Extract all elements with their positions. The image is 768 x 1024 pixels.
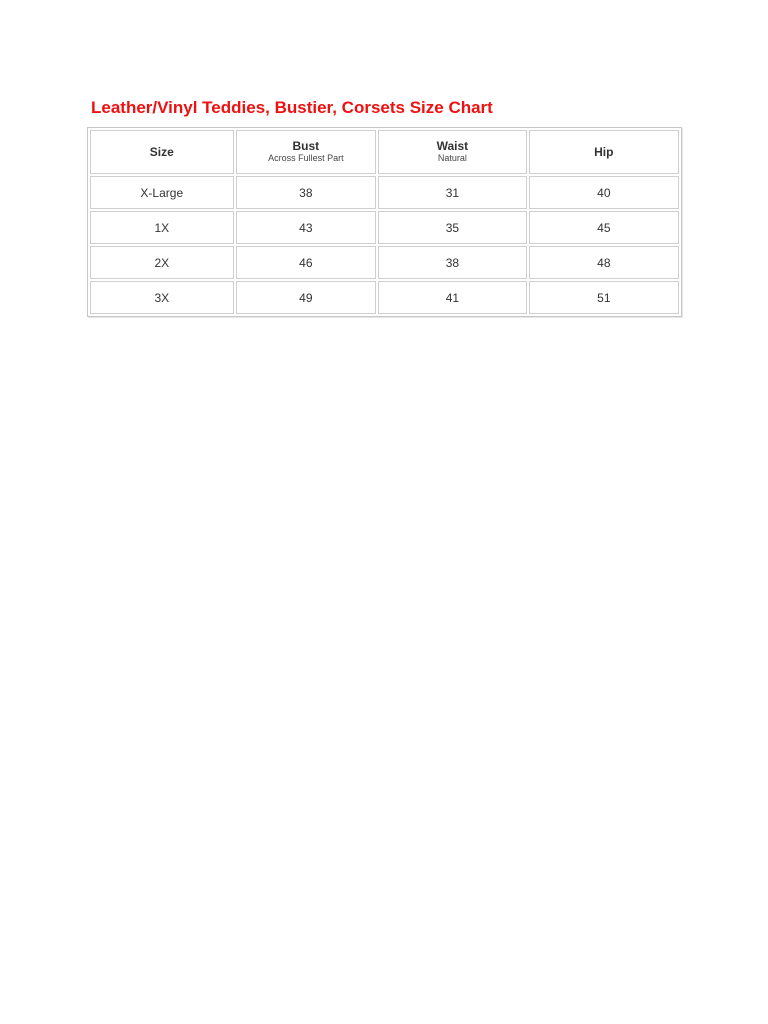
header-hip-label: Hip [594,144,614,159]
cell-size: X-Large [90,176,234,209]
header-waist-sublabel: Natural [437,153,467,163]
cell-waist: 38 [378,246,527,279]
header-waist-label: Waist [436,139,469,153]
cell-bust: 49 [236,281,377,314]
header-bust-label: Bust [292,139,320,153]
cell-size: 2X [90,246,234,279]
size-chart-table [87,127,682,317]
cell-bust: 43 [236,211,377,244]
page-title: Leather/Vinyl Teddies, Bustier, Corsets Size Chart [91,98,493,117]
cell-waist: 41 [378,281,527,314]
header-hip [529,130,679,174]
cell-waist: 35 [378,211,527,244]
cell-hip: 45 [529,211,679,244]
header-size [90,130,234,174]
cell-hip: 40 [529,176,679,209]
table-row [90,281,679,314]
table-row [90,211,679,244]
cell-bust: 46 [236,246,377,279]
table-row [90,176,679,209]
header-size-label: Size [149,144,174,159]
table-header-row [90,130,679,174]
cell-size: 3X [90,281,234,314]
header-waist [378,130,527,174]
header-bust-sublabel: Across Fullest Part [268,153,344,163]
cell-size: 1X [90,211,234,244]
cell-bust: 38 [236,176,377,209]
header-bust [236,130,377,174]
cell-hip: 48 [529,246,679,279]
cell-waist: 31 [378,176,527,209]
cell-hip: 51 [529,281,679,314]
table-row [90,246,679,279]
